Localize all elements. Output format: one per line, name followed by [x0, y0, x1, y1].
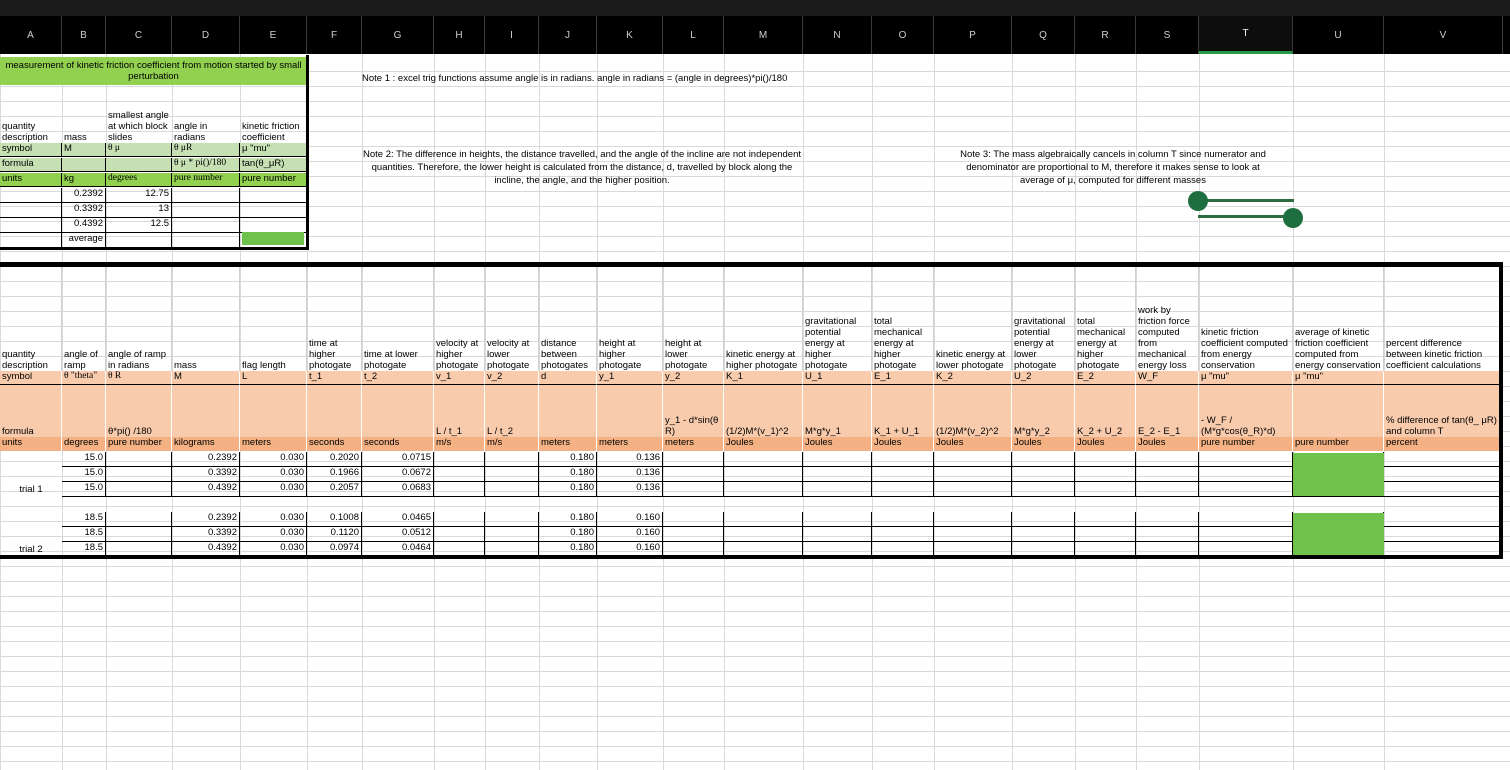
- main-units-cell[interactable]: seconds: [362, 437, 434, 451]
- main-formula-cell[interactable]: [172, 385, 240, 437]
- gridline-horizontal: [0, 701, 1510, 702]
- main-symbol-cell[interactable]: U_1: [803, 371, 872, 385]
- gridline-horizontal: [0, 671, 1510, 672]
- gridline-horizontal: [0, 746, 1510, 747]
- column-header-n[interactable]: N: [803, 16, 872, 54]
- main-symbol-cell[interactable]: t_1: [307, 371, 362, 385]
- main-units-cell[interactable]: Joules: [934, 437, 1012, 451]
- main-data-cell[interactable]: 18.5: [62, 527, 106, 542]
- gridline-horizontal: [0, 761, 1510, 762]
- main-symbol-cell[interactable]: W_F: [1136, 371, 1199, 385]
- main-data-cell[interactable]: [1199, 452, 1293, 467]
- top-data-cell[interactable]: 0.4392: [62, 218, 106, 233]
- main-symbol-cell[interactable]: E_1: [872, 371, 934, 385]
- main-units-cell[interactable]: meters: [539, 437, 597, 451]
- top-data-cell[interactable]: [106, 233, 172, 248]
- resize-handle-start[interactable]: [1188, 191, 1208, 211]
- main-data-cell[interactable]: [1136, 452, 1199, 467]
- top-data-cell[interactable]: [0, 218, 62, 233]
- column-header-f[interactable]: F: [307, 16, 362, 54]
- top-formula-cell[interactable]: [106, 158, 172, 172]
- gridline-horizontal: [0, 506, 1510, 507]
- top-formula-cell[interactable]: tan(θ_μR): [240, 158, 307, 172]
- main-data-cell[interactable]: [1012, 467, 1075, 482]
- main-data-cell[interactable]: 0.0465: [362, 512, 434, 527]
- gridline-horizontal: [0, 581, 1510, 582]
- top-header-mass[interactable]: mass: [64, 132, 87, 143]
- main-data-cell[interactable]: [803, 527, 872, 542]
- column-header-l[interactable]: L: [663, 16, 724, 54]
- note-3[interactable]: Note 3: The mass algebraically cancels in column T since numerator and denominator are proportional to M, therefore it makes sense to look at average of μ, computed for different masses: [960, 149, 1266, 186]
- main-symbol-cell[interactable]: t_2: [362, 371, 434, 385]
- column-header-s[interactable]: S: [1136, 16, 1199, 54]
- top-header-quantity[interactable]: quantity description: [2, 121, 48, 143]
- top-header-angle-radians[interactable]: angle in radians: [174, 121, 208, 143]
- main-data-cell[interactable]: 15.0: [62, 482, 106, 497]
- main-header-cell[interactable]: kinetic energy at higher photogate: [724, 267, 803, 371]
- main-header-cell[interactable]: flag length: [240, 267, 307, 371]
- main-symbol-cell[interactable]: μ "mu": [1199, 371, 1293, 385]
- main-units-cell[interactable]: pure number: [106, 437, 172, 451]
- top-formula-cell[interactable]: θ μ * pi()/180: [172, 158, 240, 172]
- column-header-c[interactable]: C: [106, 16, 172, 54]
- top-units-cell[interactable]: degrees: [106, 173, 172, 187]
- top-data-cell[interactable]: [0, 233, 62, 248]
- main-data-cell[interactable]: 0.030: [240, 512, 307, 527]
- top-data-cell[interactable]: [0, 188, 62, 203]
- top-table-border-right: [306, 55, 309, 249]
- gridline-horizontal: [0, 731, 1510, 732]
- main-data-cell[interactable]: [872, 467, 934, 482]
- main-data-cell[interactable]: [1012, 452, 1075, 467]
- main-data-cell[interactable]: [106, 452, 172, 467]
- main-header-cell[interactable]: distance between photogates: [539, 267, 597, 371]
- column-header-o[interactable]: O: [872, 16, 934, 54]
- top-table-title[interactable]: measurement of kinetic friction coefficient from motion started by small perturbation: [0, 57, 307, 85]
- top-units-cell[interactable]: units: [0, 173, 62, 187]
- main-data-cell[interactable]: 0.160: [597, 542, 663, 557]
- main-data-cell[interactable]: [1384, 527, 1503, 542]
- main-formula-cell[interactable]: - W_F / (M*g*cos(θ_R)*d): [1199, 385, 1293, 437]
- main-data-cell[interactable]: [724, 452, 803, 467]
- column-header-j[interactable]: J: [539, 16, 597, 54]
- main-data-cell[interactable]: 0.4392: [172, 542, 240, 557]
- main-units-cell[interactable]: percent: [1384, 437, 1503, 451]
- main-data-cell[interactable]: 0.0974: [307, 542, 362, 557]
- main-header-cell[interactable]: percent difference between kinetic friction coefficient calculations: [1384, 267, 1503, 371]
- main-data-cell[interactable]: [485, 482, 539, 497]
- gridline-horizontal: [0, 716, 1510, 717]
- column-header-m[interactable]: M: [724, 16, 803, 54]
- main-data-cell[interactable]: [872, 482, 934, 497]
- column-header-u[interactable]: U: [1293, 16, 1384, 54]
- main-border-bottom: [0, 555, 1503, 559]
- top-symbol-cell[interactable]: θ μR: [172, 143, 240, 157]
- main-symbol-cell[interactable]: y_2: [663, 371, 724, 385]
- main-data-cell[interactable]: [1199, 467, 1293, 482]
- top-data-cell[interactable]: [240, 188, 307, 203]
- top-formula-cell[interactable]: [62, 158, 106, 172]
- main-symbol-cell[interactable]: v_2: [485, 371, 539, 385]
- gridline-horizontal: [0, 611, 1510, 612]
- top-formula-cell[interactable]: formula: [0, 158, 62, 172]
- main-header-cell[interactable]: total mechanical energy at higher photogate: [1075, 267, 1136, 371]
- main-formula-cell[interactable]: M*g*y_1: [803, 385, 872, 437]
- trial-1-average-cell[interactable]: [1293, 453, 1384, 496]
- top-data-cell[interactable]: [172, 188, 240, 203]
- main-formula-cell[interactable]: y_1 - d*sin(θ R): [663, 385, 724, 437]
- main-formula-cell[interactable]: [539, 385, 597, 437]
- main-data-cell[interactable]: [803, 512, 872, 527]
- main-data-cell[interactable]: [1384, 482, 1503, 497]
- main-symbol-cell[interactable]: M: [172, 371, 240, 385]
- top-symbol-cell[interactable]: symbol: [0, 143, 62, 157]
- top-symbol-cell[interactable]: μ "mu": [240, 143, 307, 157]
- main-data-cell[interactable]: 0.030: [240, 482, 307, 497]
- main-data-cell[interactable]: 0.180: [539, 512, 597, 527]
- main-header-cell[interactable]: velocity at lower photogate: [485, 267, 539, 371]
- gridline-horizontal: [0, 641, 1510, 642]
- main-units-cell[interactable]: m/s: [485, 437, 539, 451]
- main-data-cell[interactable]: 0.030: [240, 527, 307, 542]
- main-data-cell[interactable]: [1384, 452, 1503, 467]
- note-1[interactable]: Note 1 : excel trig functions assume angle is in radians. angle in radians = (angle in degrees)*pi()/180: [362, 73, 788, 84]
- gridline-horizontal: [0, 596, 1510, 597]
- main-data-cell[interactable]: 18.5: [62, 512, 106, 527]
- main-data-cell[interactable]: [724, 512, 803, 527]
- main-formula-cell[interactable]: [62, 385, 106, 437]
- column-header-d[interactable]: D: [172, 16, 240, 54]
- main-data-cell[interactable]: [663, 527, 724, 542]
- main-data-cell[interactable]: 0.2392: [172, 452, 240, 467]
- main-symbol-cell[interactable]: d: [539, 371, 597, 385]
- main-data-cell[interactable]: [803, 467, 872, 482]
- main-data-cell[interactable]: [934, 527, 1012, 542]
- main-data-cell[interactable]: [106, 467, 172, 482]
- main-data-cell[interactable]: 0.180: [539, 452, 597, 467]
- main-data-cell[interactable]: [1136, 512, 1199, 527]
- main-units-cell[interactable]: pure number: [1293, 437, 1384, 451]
- trial-2-average-cell[interactable]: [1293, 513, 1384, 555]
- top-data-cell[interactable]: [172, 218, 240, 233]
- main-data-cell[interactable]: [872, 512, 934, 527]
- main-header-cell[interactable]: average of kinetic friction coefficient computed from energy conservation: [1293, 267, 1384, 371]
- gridline-horizontal: [0, 686, 1510, 687]
- main-symbol-cell[interactable]: K_2: [934, 371, 1012, 385]
- main-symbol-cell[interactable]: θ R: [106, 371, 172, 385]
- column-header-v[interactable]: V: [1384, 16, 1503, 54]
- main-data-cell[interactable]: 0.160: [597, 527, 663, 542]
- main-data-cell[interactable]: [803, 482, 872, 497]
- main-data-cell[interactable]: 15.0: [62, 452, 106, 467]
- main-units-cell[interactable]: Joules: [1075, 437, 1136, 451]
- main-data-cell[interactable]: 0.0715: [362, 452, 434, 467]
- main-data-cell[interactable]: 0.1966: [307, 467, 362, 482]
- main-data-cell[interactable]: [724, 482, 803, 497]
- top-units-cell[interactable]: pure number: [172, 173, 240, 187]
- main-data-cell[interactable]: 0.3392: [172, 467, 240, 482]
- main-data-cell[interactable]: [106, 512, 172, 527]
- top-data-cell[interactable]: 0.2392: [62, 188, 106, 203]
- main-data-cell[interactable]: 0.4392: [172, 482, 240, 497]
- column-header-t[interactable]: T: [1199, 16, 1293, 54]
- main-units-cell[interactable]: units: [0, 437, 62, 451]
- column-header-r[interactable]: R: [1075, 16, 1136, 54]
- gridline-horizontal: [0, 626, 1510, 627]
- main-header-cell[interactable]: kinetic friction coefficient computed from energy conservation: [1199, 267, 1293, 371]
- top-data-cell[interactable]: [240, 218, 307, 233]
- main-data-cell[interactable]: [872, 452, 934, 467]
- main-data-cell[interactable]: [934, 452, 1012, 467]
- main-formula-cell[interactable]: formula: [0, 385, 62, 437]
- main-formula-cell[interactable]: % difference of tan(θ_ μR) and column T: [1384, 385, 1503, 437]
- top-units-cell[interactable]: pure number: [240, 173, 307, 187]
- main-units-cell[interactable]: meters: [597, 437, 663, 451]
- main-data-cell[interactable]: [485, 467, 539, 482]
- main-formula-cell[interactable]: L / t_2: [485, 385, 539, 437]
- main-data-cell[interactable]: 0.180: [539, 482, 597, 497]
- main-units-cell[interactable]: kilograms: [172, 437, 240, 451]
- main-data-cell[interactable]: 0.3392: [172, 527, 240, 542]
- main-data-cell[interactable]: 0.2020: [307, 452, 362, 467]
- top-data-cell[interactable]: [240, 203, 307, 218]
- main-data-cell[interactable]: [872, 527, 934, 542]
- main-data-cell[interactable]: [663, 512, 724, 527]
- main-data-cell[interactable]: 15.0: [62, 467, 106, 482]
- top-table-border-bottom: [0, 247, 309, 250]
- gridline-horizontal: [0, 566, 1510, 567]
- main-data-cell[interactable]: 0.1120: [307, 527, 362, 542]
- shape-line-top: [1198, 199, 1294, 202]
- main-header-cell[interactable]: gravitational potential energy at lower photogate: [1012, 267, 1075, 371]
- main-data-cell[interactable]: 0.0683: [362, 482, 434, 497]
- main-data-cell[interactable]: [1199, 482, 1293, 497]
- main-data-cell[interactable]: 0.2057: [307, 482, 362, 497]
- main-data-cell[interactable]: 0.136: [597, 482, 663, 497]
- main-data-cell[interactable]: [803, 452, 872, 467]
- main-symbol-cell[interactable]: U_2: [1012, 371, 1075, 385]
- main-data-cell[interactable]: [663, 482, 724, 497]
- main-data-cell[interactable]: [106, 527, 172, 542]
- main-data-cell[interactable]: [485, 527, 539, 542]
- main-symbol-cell[interactable]: E_2: [1075, 371, 1136, 385]
- main-data-cell[interactable]: [434, 512, 485, 527]
- main-symbol-cell[interactable]: μ "mu": [1293, 371, 1384, 385]
- main-data-cell[interactable]: [434, 452, 485, 467]
- main-data-cell[interactable]: [934, 467, 1012, 482]
- shape-line-bottom: [1198, 215, 1294, 218]
- note-2[interactable]: Note 2: The difference in heights, the distance travelled, and the angle of the incline are not independent quantities. Therefore, the lower height is calculated from the distance, d, travelled by block along the incline, the angle, and the higher position.: [362, 149, 801, 186]
- main-formula-cell[interactable]: K_2 + U_2: [1075, 385, 1136, 437]
- main-header-cell[interactable]: kinetic energy at lower photogate: [934, 267, 1012, 371]
- top-units-cell[interactable]: kg: [62, 173, 106, 187]
- main-header-cell[interactable]: mass: [172, 267, 240, 371]
- main-data-cell[interactable]: 0.136: [597, 467, 663, 482]
- main-border-top: [0, 262, 1503, 267]
- main-data-cell[interactable]: [1012, 527, 1075, 542]
- gridline-horizontal: [0, 656, 1510, 657]
- main-data-cell[interactable]: [724, 527, 803, 542]
- top-symbol-cell[interactable]: θ μ: [106, 143, 172, 157]
- main-formula-cell[interactable]: L / t_1: [434, 385, 485, 437]
- main-data-cell[interactable]: [1012, 482, 1075, 497]
- top-header-smallest-angle[interactable]: smallest angle at which block slides: [108, 110, 169, 143]
- gridline-horizontal: [0, 251, 1510, 252]
- main-data-cell[interactable]: [106, 482, 172, 497]
- main-formula-cell[interactable]: (1/2)M*(v_2)^2: [934, 385, 1012, 437]
- column-header-e[interactable]: E: [240, 16, 307, 54]
- main-header-cell[interactable]: gravitational potential energy at higher photogate: [803, 267, 872, 371]
- main-data-cell[interactable]: [934, 512, 1012, 527]
- main-border-right: [1499, 262, 1503, 558]
- main-data-cell[interactable]: [663, 452, 724, 467]
- main-data-cell[interactable]: 0.1008: [307, 512, 362, 527]
- main-data-cell[interactable]: [1075, 527, 1136, 542]
- main-header-cell[interactable]: height at higher photogate: [597, 267, 663, 371]
- main-data-cell[interactable]: [434, 467, 485, 482]
- main-data-cell[interactable]: [1075, 452, 1136, 467]
- main-symbol-cell[interactable]: K_1: [724, 371, 803, 385]
- top-symbol-cell[interactable]: M: [62, 143, 106, 157]
- main-data-cell[interactable]: 0.030: [240, 467, 307, 482]
- main-data-cell[interactable]: [1384, 467, 1503, 482]
- main-data-cell[interactable]: 0.2392: [172, 512, 240, 527]
- main-data-cell[interactable]: 0.180: [539, 542, 597, 557]
- main-data-cell[interactable]: 0.136: [597, 452, 663, 467]
- main-data-cell[interactable]: [434, 527, 485, 542]
- column-header-a[interactable]: A: [0, 16, 62, 54]
- main-data-cell[interactable]: 18.5: [62, 542, 106, 557]
- main-header-cell[interactable]: work by friction force computed from mechanical energy loss: [1136, 267, 1199, 371]
- trial-1-label[interactable]: trial 1: [19, 484, 43, 495]
- main-formula-cell[interactable]: [362, 385, 434, 437]
- main-header-cell[interactable]: angle of ramp in radians: [106, 267, 172, 371]
- column-header-b[interactable]: B: [62, 16, 106, 54]
- main-data-cell[interactable]: [1075, 467, 1136, 482]
- column-header-i[interactable]: I: [485, 16, 539, 54]
- main-data-cell[interactable]: 0.160: [597, 512, 663, 527]
- main-data-cell[interactable]: [1136, 482, 1199, 497]
- main-data-cell[interactable]: 0.030: [240, 542, 307, 557]
- main-data-cell[interactable]: [1075, 482, 1136, 497]
- main-data-cell[interactable]: 0.0464: [362, 542, 434, 557]
- main-symbol-cell[interactable]: v_1: [434, 371, 485, 385]
- column-header-g[interactable]: G: [362, 16, 434, 54]
- main-data-cell[interactable]: [1136, 527, 1199, 542]
- main-formula-cell[interactable]: K_1 + U_1: [872, 385, 934, 437]
- top-data-cell[interactable]: 12.75: [106, 188, 172, 203]
- main-units-cell[interactable]: m/s: [434, 437, 485, 451]
- toolbar-strip: [0, 0, 1510, 16]
- main-units-cell[interactable]: meters: [240, 437, 307, 451]
- main-symbol-cell[interactable]: θ "theta": [62, 371, 106, 385]
- main-units-cell[interactable]: Joules: [724, 437, 803, 451]
- main-data-cell[interactable]: [724, 467, 803, 482]
- main-header-cell[interactable]: velocity at higher photogate: [434, 267, 485, 371]
- main-data-cell[interactable]: [1199, 527, 1293, 542]
- main-formula-cell[interactable]: E_2 - E_1: [1136, 385, 1199, 437]
- main-symbol-cell[interactable]: L: [240, 371, 307, 385]
- column-header-q[interactable]: Q: [1012, 16, 1075, 54]
- main-formula-cell[interactable]: [307, 385, 362, 437]
- top-data-cell[interactable]: [172, 233, 240, 248]
- main-data-cell[interactable]: 0.030: [240, 452, 307, 467]
- main-header-cell[interactable]: time at higher photogate: [307, 267, 362, 371]
- column-header-k[interactable]: K: [597, 16, 663, 54]
- main-symbol-cell[interactable]: [1384, 371, 1503, 385]
- main-formula-cell[interactable]: (1/2)M*(v_1)^2: [724, 385, 803, 437]
- main-data-cell[interactable]: [1136, 467, 1199, 482]
- main-header-cell[interactable]: quantity description: [0, 267, 62, 371]
- top-header-friction-coefficient[interactable]: kinetic friction coefficient: [242, 121, 300, 143]
- average-result-cell[interactable]: [242, 232, 304, 245]
- main-units-cell[interactable]: seconds: [307, 437, 362, 451]
- main-units-cell[interactable]: Joules: [1012, 437, 1075, 451]
- main-formula-cell[interactable]: [240, 385, 307, 437]
- main-symbol-cell[interactable]: symbol: [0, 371, 62, 385]
- top-data-cell[interactable]: average: [62, 233, 106, 248]
- top-data-cell[interactable]: [172, 203, 240, 218]
- main-header-cell[interactable]: time at lower photogate: [362, 267, 434, 371]
- main-formula-cell[interactable]: [597, 385, 663, 437]
- main-units-cell[interactable]: Joules: [872, 437, 934, 451]
- top-data-cell[interactable]: 0.3392: [62, 203, 106, 218]
- main-data-cell[interactable]: [1384, 512, 1503, 527]
- main-header-cell[interactable]: total mechanical energy at higher photogate: [872, 267, 934, 371]
- resize-handle-end[interactable]: [1283, 208, 1303, 228]
- main-data-cell[interactable]: [1012, 512, 1075, 527]
- top-data-cell[interactable]: 12.5: [106, 218, 172, 233]
- main-data-cell[interactable]: [434, 482, 485, 497]
- column-header-h[interactable]: H: [434, 16, 485, 54]
- main-formula-cell[interactable]: [1293, 385, 1384, 437]
- main-data-cell[interactable]: [485, 512, 539, 527]
- main-units-cell[interactable]: Joules: [803, 437, 872, 451]
- main-data-cell[interactable]: [934, 482, 1012, 497]
- main-data-cell[interactable]: [663, 467, 724, 482]
- top-data-cell[interactable]: [0, 203, 62, 218]
- main-units-cell[interactable]: pure number: [1199, 437, 1293, 451]
- main-data-cell[interactable]: [1199, 512, 1293, 527]
- main-data-cell[interactable]: 0.180: [539, 467, 597, 482]
- main-data-cell[interactable]: 0.0672: [362, 467, 434, 482]
- main-symbol-cell[interactable]: y_1: [597, 371, 663, 385]
- main-data-cell[interactable]: 0.0512: [362, 527, 434, 542]
- column-header-p[interactable]: P: [934, 16, 1012, 54]
- main-data-cell[interactable]: [1075, 512, 1136, 527]
- trial-2-label[interactable]: trial 2: [19, 544, 43, 555]
- main-data-cell[interactable]: 0.180: [539, 527, 597, 542]
- main-formula-cell[interactable]: M*g*y_2: [1012, 385, 1075, 437]
- main-header-cell[interactable]: angle of ramp: [62, 267, 106, 371]
- main-data-cell[interactable]: [485, 452, 539, 467]
- main-units-cell[interactable]: degrees: [62, 437, 106, 451]
- top-data-cell[interactable]: 13: [106, 203, 172, 218]
- main-formula-cell[interactable]: θ*pi() /180: [106, 385, 172, 437]
- main-units-cell[interactable]: Joules: [1136, 437, 1199, 451]
- main-header-cell[interactable]: height at lower photogate: [663, 267, 724, 371]
- main-units-cell[interactable]: meters: [663, 437, 724, 451]
